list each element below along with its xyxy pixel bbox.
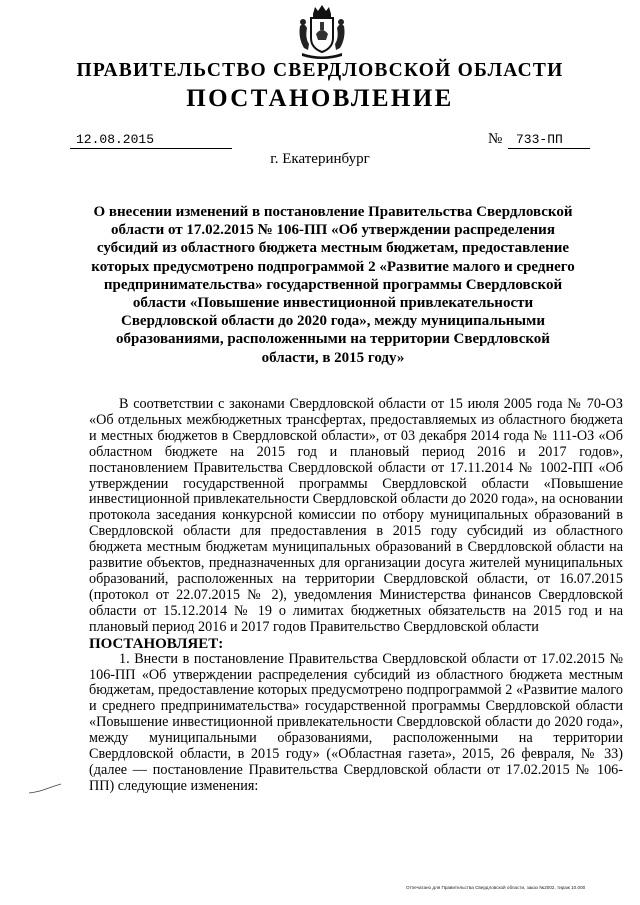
print-footer-note: Отпечатано для Правительства Свердловской области, заказ №2002, тираж 10.000 <box>406 885 586 890</box>
government-title: ПРАВИТЕЛЬСТВО СВЕРДЛОВСКОЙ ОБЛАСТИ <box>76 60 564 81</box>
document-date: 12.08.2015 <box>70 132 232 149</box>
document-title: О внесении изменений в постановление Правительства Свердловской области от 17.02.2015 № 106-ПП «Об утверждении распределения субсидий из областного бюджета местным бюджетам, предоставление которых предусмотрено подпрограммой 2 «Развитие малого и среднего предпринимательства» государственной программы Свердловской области «Повышение инвестиционной привлекательности Свердловской области до 2020 года», между муниципальными образованиями, расположенными на территории Свердловской области, в 2015 году» <box>91 204 575 366</box>
decree-heading: ПОСТАНОВЛЯЕТ: <box>89 635 224 652</box>
preamble-paragraph: В соответствии с законами Свердловской области от 15 июля 2005 года № 70-ОЗ «Об отдельных межбюджетных трансфертах, предоставляемых из областного бюджета и местных бюджетов в Свердловской области», от 03 декабря 2014 года № 111-ОЗ «Об областном бюджете на 2015 год и плановый период 2016 и 2017 годов», постановлением Правительства Свердловской области от 17.11.2014 № 1002-ПП «Об утверждении государственной программы Свердловской области «Повышение инвестиционной привлекательности Свердловской области до 2020 года», на основании протокола заседания конкурсной комиссии по отбору муниципальных образований в Свердловской области для предоставления в 2015 году субсидий из областного бюджета местным бюджетам муниципальных образований в Свердловской области на развитие объектов, предназначенных для организации досуга жителей муниципальных образований, расположенных на территории Свердловской области, от 16.07.2015 (протокол от 22.07.2015 № 2), уведомления Министерства финансов Свердловской области от 15.12.2014 № 19 о лимитах бюджетных обязательств на 2015 год и на плановый период 2016 и 2017 годов Правительство Свердловской области <box>89 396 623 635</box>
city-line: г. Екатеринбург <box>270 151 370 167</box>
item-1-paragraph: 1. Внести в постановление Правительства Свердловской области от 17.02.2015 № 106-ПП «Об утверждении распределения субсидий из областного бюджета местным бюджетам, предоставление которых предусмотрено подпрограммой 2 «Развитие малого и среднего предпринимательства» государственной программы Свердловской области «Повышение инвестиционной привлекательности Свердловской области до 2020 года», между муниципальными образованиями, расположенными на территории Свердловской области, в 2015 году» («Областная газета», 2015, 26 февраля, № 33) (далее — постановление Правительства Свердловской области от 17.02.2015 № 106-ПП) следующие изменения: <box>89 650 623 794</box>
document-number: 733-ПП <box>508 132 590 149</box>
number-label: № <box>488 131 503 147</box>
document-kind: ПОСТАНОВЛЕНИЕ <box>186 85 454 112</box>
document-body <box>89 397 623 795</box>
margin-scribble-icon <box>28 783 62 795</box>
coat-of-arms-icon <box>296 4 348 60</box>
